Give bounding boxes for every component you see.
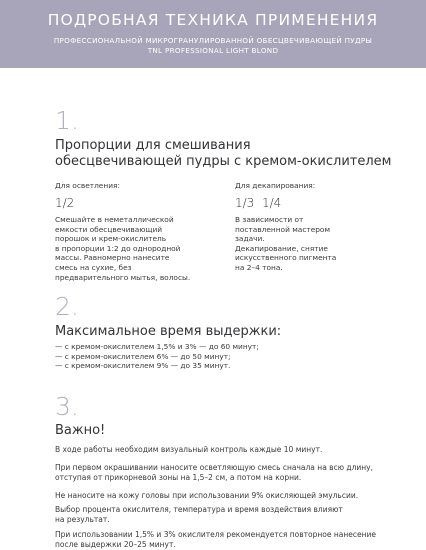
section1-heading-line1: Пропорции для смешивания [55,138,251,153]
header-banner [0,0,426,68]
decapage-ratio-a: 1/3 [235,196,255,210]
page-subtitle-line1: ПРОФЕССИОНАЛЬНОЙ МИКРОГРАНУЛИРОВАННОЙ ОБЕСЦВЕЧИВАЮЩЕЙ ПУДРЫ [53,36,373,45]
page-subtitle-line2: TNL PROFESSIONAL LIGHT BLOND [147,46,279,55]
section1-heading-line2: обесцвечивающей пудры с кремом-окислителем [55,154,392,169]
section2-number: 2. [55,292,79,321]
important-paragraph: При первом окрашивании наносите осветляющую смесь сначала на всю длину, отступая от прикорневой зоны на 1,5–2 см, а потом на корни. [55,463,373,482]
lightening-ratio: 1/2 [55,196,75,210]
important-paragraph: Выбор процента окислителя, температура и время воздействия влияют на результат. [55,505,343,524]
section1-number: 1. [55,106,79,135]
important-paragraph: При использовании 1,5% и 3% окислителя рекомендуется повторное нанесение после выдержки 20–25 минут. [55,530,376,549]
lightening-instructions: Смешайте в неметаллической емкости обесцвечивающий порошок и крем-окислитель в пропорции 1:2 до однородной массы. Равномерно нанесите смесь на сухие, без предварительного мытья, волосы. [55,215,191,282]
decapage-label: Для декапирования: [235,181,316,190]
decapage-ratio-b: 1/4 [262,196,282,210]
lightening-label: Для осветления: [55,181,120,190]
list-item: — с кремом-окислителем 1,5% и 3% — до 60 минут; [55,342,259,351]
decapage-instructions: В зависимости от поставленной мастером задачи. Декапирование, снятие искусственного пигмента на 2–4 тона. [235,215,337,272]
important-paragraph: В ходе работы необходим визуальный контроль каждые 10 минут. [55,445,323,454]
list-item: — с кремом-окислителем 6% — до 50 минут; [55,351,231,361]
section2-heading: Максимальное время выдержки: [55,324,282,339]
section3-heading: Важно! [55,423,106,438]
section3-number: 3. [55,392,79,421]
exposure-time-list [55,342,259,371]
page-title: ПОДРОБНАЯ ТЕХНИКА ПРИМЕНЕНИЯ [47,11,379,29]
important-paragraph: Не наносите на кожу головы при использовании 9% окисляющей эмульсии. [55,491,359,500]
list-item: — с кремом-окислителем 9% — до 35 минут. [55,361,231,371]
